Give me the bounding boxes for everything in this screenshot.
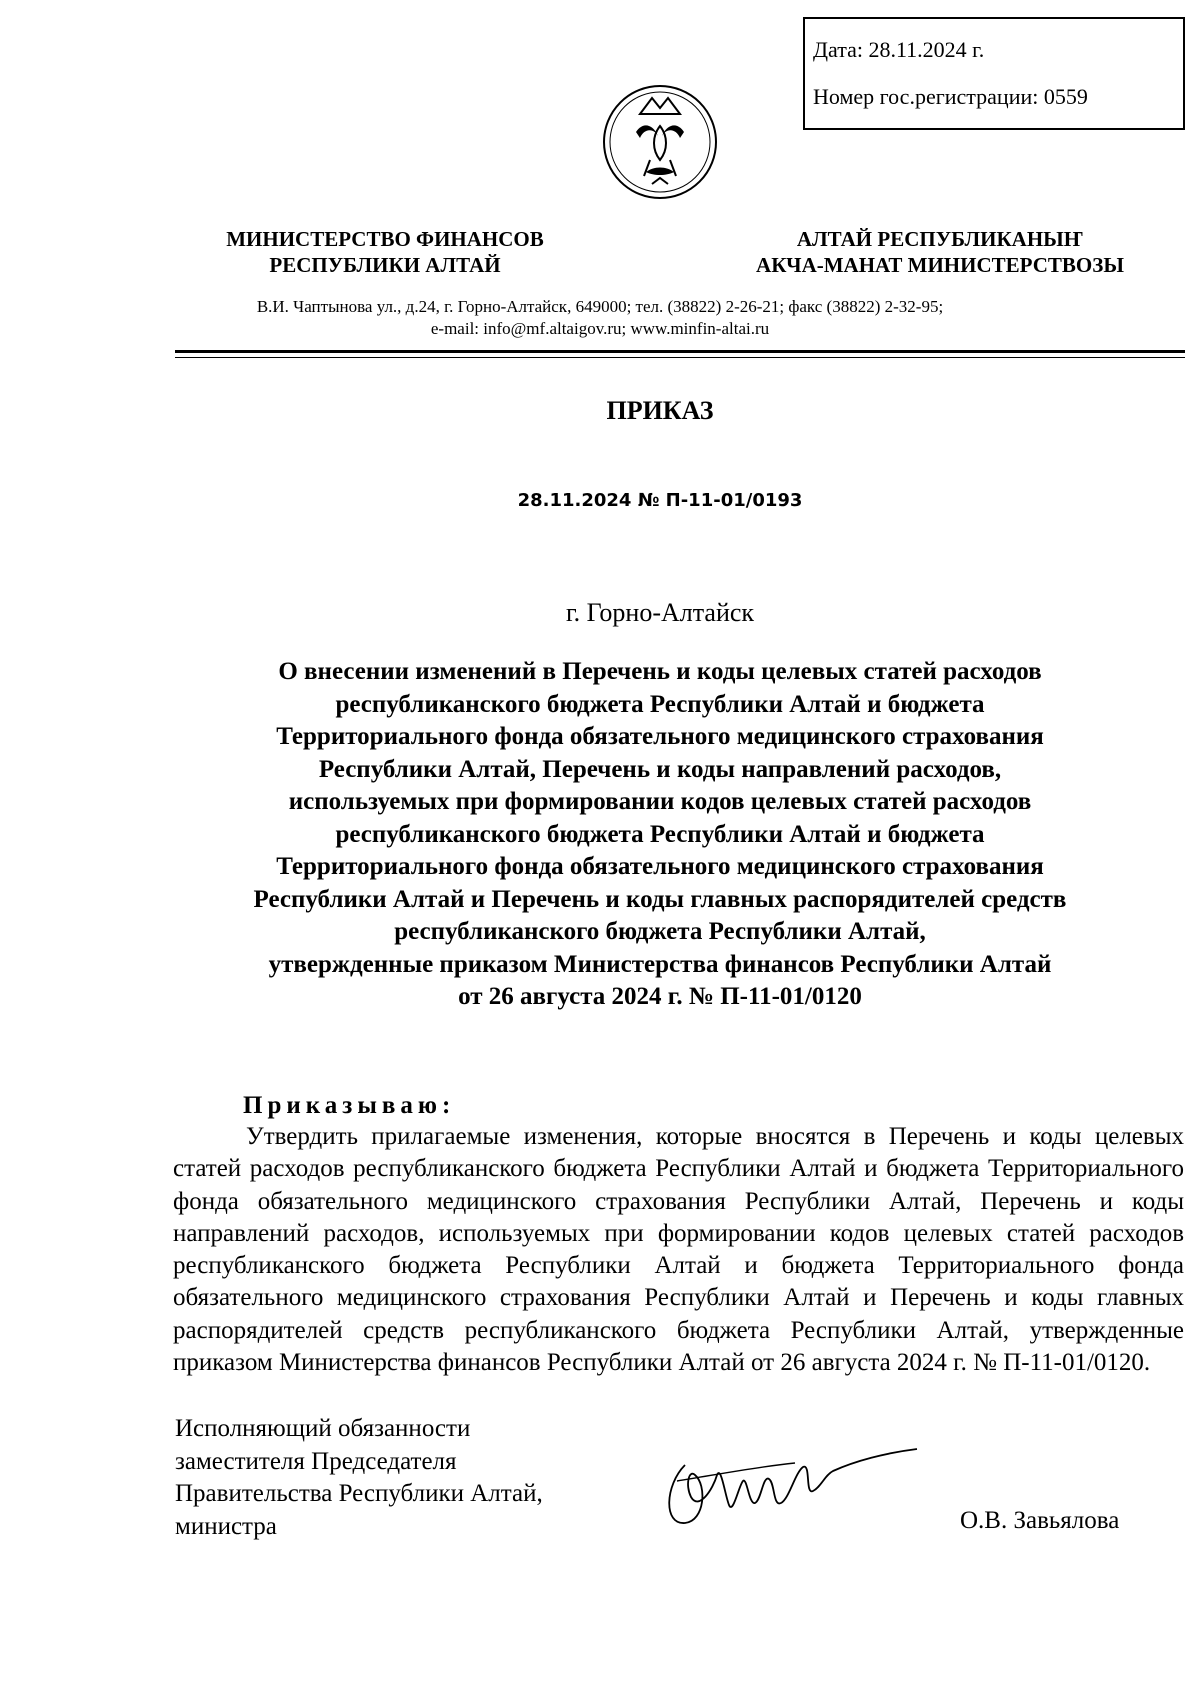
org-name-altai-line1: АЛТАЙ РЕСПУБЛИКАНЫҤ: [796, 227, 1084, 251]
registration-number-label: Номер гос.регистрации:: [813, 84, 1039, 109]
registration-date-label: Дата:: [813, 37, 863, 62]
subject-line: республиканского бюджета Республики Алтай и бюджета: [335, 820, 985, 848]
contacts: [130, 296, 1070, 340]
signatory-position-line: министра: [175, 1512, 277, 1540]
registration-box: [803, 17, 1185, 130]
document-subject: [160, 656, 1160, 1014]
org-name-altai-line2: АКЧА-МАНАТ МИНИСТЕРСТВОЗЫ: [756, 253, 1124, 277]
registration-number: [813, 84, 1088, 110]
signatory-position-line: Исполняющий обязанности: [175, 1415, 471, 1442]
contacts-web: e-mail: info@mf.altaigov.ru; www.minfin-altai.ru: [430, 319, 770, 338]
contacts-address: В.И. Чаптынова ул., д.24, г. Горно-Алтайск, 649000; тел. (38822) 2-26-21; факс (38822) 2-32-95;: [256, 297, 944, 316]
org-name-altai: [735, 226, 1145, 278]
subject-line: Территориального фонда обязательного медицинского страхования: [276, 853, 1044, 880]
registration-date-value: 28.11.2024 г.: [868, 37, 985, 62]
order-body: Утвердить прилагаемые изменения, которые вносятся в Перечень и коды целевых статей расходов республиканского бюджета Республики Алтай и бюджета Территориального фонда обязательного медицинского страхования Республики Алтай, Перечень и коды направлений расходов, используемых при формировании кодов целевых статей расходов республиканского бюджета Республики Алтай и бюджета Территориального фонда обязательного медицинского страхования Республики Алтай и Перечень и коды главных распорядителей средств республиканского бюджета Республики Алтай, утвержденные приказом Министерства финансов Республики Алтай от 26 августа 2024 г. № П-11-01/0120.: [173, 1123, 1184, 1377]
subject-line: используемых при формировании кодов целевых статей расходов: [288, 788, 1032, 815]
org-name-russian: [195, 226, 575, 278]
subject-line: Территориального фонда обязательного медицинского страхования: [276, 723, 1044, 750]
header-rule-thick: [175, 350, 1185, 353]
registration-date: [813, 37, 984, 63]
org-name-russian-line2: РЕСПУБЛИКИ АЛТАЙ: [269, 253, 501, 277]
subject-line: Республики Алтай и Перечень и коды главных распорядителей средств: [253, 885, 1067, 913]
order-heading: Приказываю:: [243, 1092, 456, 1119]
signatory-position-line: заместителя Председателя: [175, 1447, 457, 1475]
subject-line: Республики Алтай, Перечень и коды направлений расходов,: [318, 755, 1002, 783]
subject-line: утвержденные приказом Министерства финансов Республики Алтай: [268, 950, 1052, 978]
republic-emblem-icon: [600, 80, 720, 204]
signatory-position-line: Правительства Республики Алтай,: [175, 1480, 543, 1507]
document-number: 28.11.2024 № П-11-01/0193: [517, 490, 803, 511]
subject-line: республиканского бюджета Республики Алтай,: [394, 918, 926, 945]
registration-number-value: 0559: [1043, 84, 1088, 109]
org-name-russian-line1: МИНИСТЕРСТВО ФИНАНСОВ: [226, 227, 544, 251]
subject-line: от 26 августа 2024 г. № П-11-01/0120: [458, 983, 862, 1010]
subject-line: республиканского бюджета Республики Алтай и бюджета: [335, 690, 985, 718]
header-rule-thin: [175, 357, 1185, 358]
signatory-position: [175, 1413, 655, 1543]
subject-line: О внесении изменений в Перечень и коды целевых статей расходов: [278, 658, 1042, 685]
document-title: ПРИКАЗ: [606, 396, 714, 425]
signer-name: О.В. Завьялова: [960, 1507, 1120, 1534]
document-city: г. Горно-Алтайск: [565, 598, 755, 627]
handwritten-signature-icon: [655, 1445, 925, 1540]
